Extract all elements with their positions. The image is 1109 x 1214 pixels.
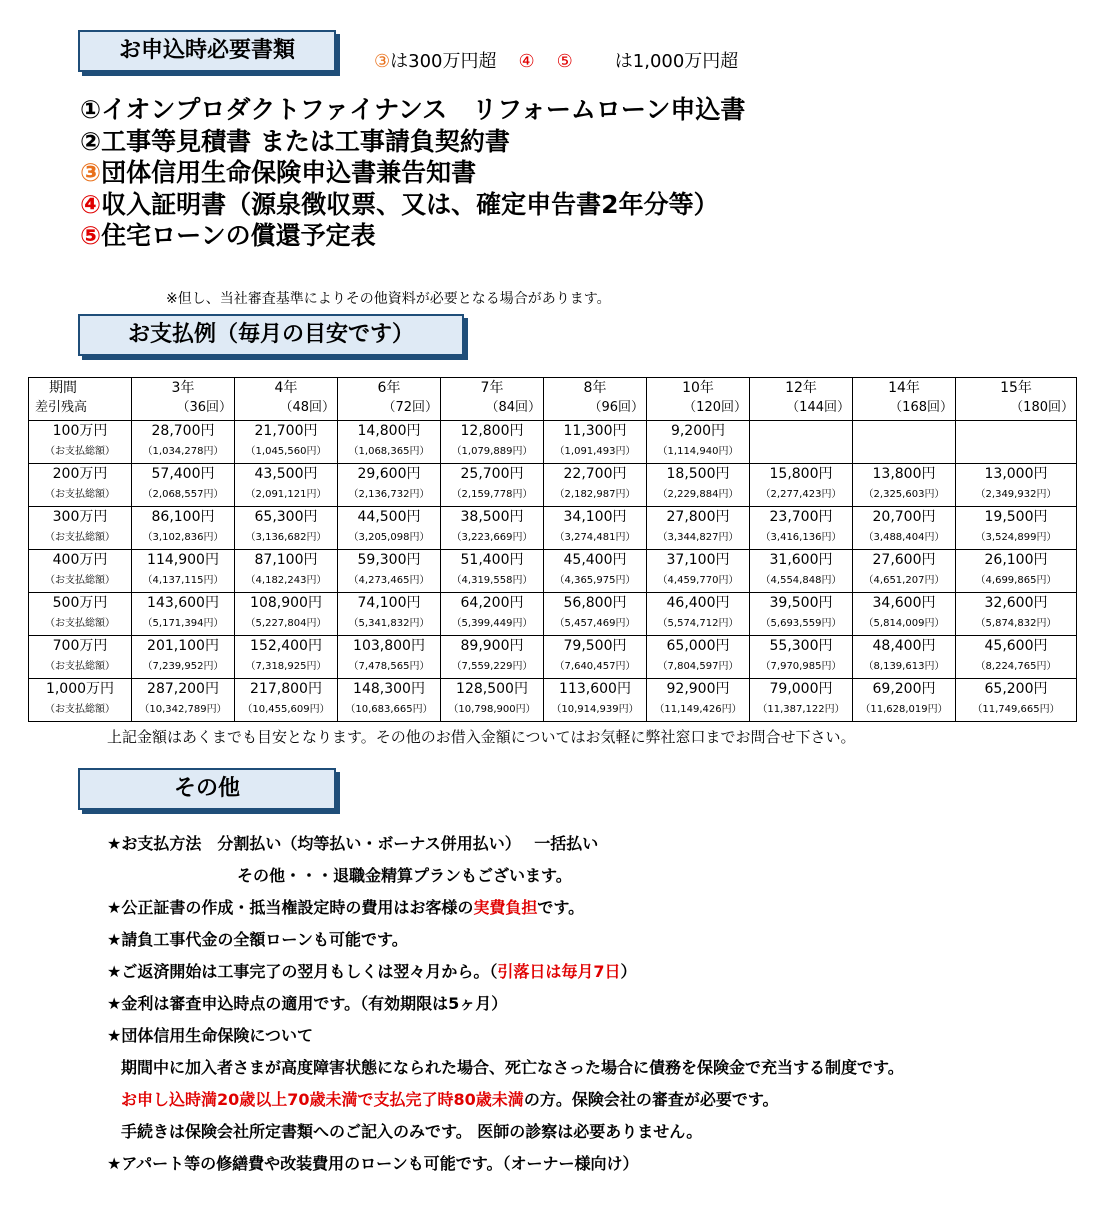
payment-cell [647,421,750,464]
total-label: （お支払総額） [45,704,115,715]
header-term-cell [338,378,441,421]
total-payment: （4,365,975円） [554,575,636,586]
payment-cell [647,593,750,636]
payment-cell [441,507,544,550]
monthly-payment: 79,000円 [769,681,833,697]
payment-cell [544,636,647,679]
required-document-item [80,189,745,221]
loan-amount: 300万円 [52,509,108,525]
payment-cell [647,507,750,550]
payment-cell [647,636,750,679]
monthly-payment: 39,500円 [769,595,833,611]
total-payment: （1,045,560円） [245,446,327,457]
monthly-payment: 86,100円 [151,509,215,525]
section-title-required-documents: お申込時必要書類 [78,30,336,72]
header-years: 15年 [1000,380,1032,396]
required-documents-list [80,94,745,252]
monthly-payment: 23,700円 [769,509,833,525]
payment-cell [853,593,956,636]
monthly-payment: 201,100円 [147,638,219,654]
repayment-start-tail: ） [620,962,637,981]
loan-amount-cell [29,507,132,550]
monthly-payment: 28,700円 [151,423,215,439]
payment-cell [132,679,235,722]
monthly-payment: 287,200円 [147,681,219,697]
payment-cell [647,550,750,593]
loan-amount-cell [29,679,132,722]
header-years: 3年 [171,380,195,396]
note-marker-3: ③ [374,51,391,72]
other-info-list [107,832,904,1184]
payment-cell [441,550,544,593]
document-text: 団体信用生命保険申込書兼告知書 [101,158,477,187]
monthly-payment: 65,200円 [984,681,1048,697]
total-payment: （3,344,827円） [657,532,739,543]
payment-cell [338,507,441,550]
payment-cell [956,550,1077,593]
table-body [29,421,1077,722]
loan-amount: 400万円 [52,552,108,568]
section-title-payment-examples: お支払例（毎月の目安です） [78,314,464,356]
monthly-payment: 148,300円 [353,681,425,697]
required-document-item [80,157,745,189]
payment-cell [544,464,647,507]
header-term-cell [647,378,750,421]
loan-amount-cell [29,636,132,679]
note-marker-4: ④ [518,51,535,72]
total-payment: （5,457,469円） [554,618,636,629]
total-payment: （4,651,207円） [863,575,945,586]
group-insurance-line: ★団体信用生命保険について [107,1026,314,1045]
payment-cell [853,464,956,507]
total-payment: （5,399,449円） [451,618,533,629]
monthly-payment: 56,800円 [563,595,627,611]
total-payment: （5,227,804円） [245,618,327,629]
header-count: （48回） [279,400,335,415]
monthly-payment: 45,600円 [984,638,1048,654]
total-payment: （1,079,889円） [451,446,533,457]
monthly-payment: 29,600円 [357,466,421,482]
total-payment: （10,342,789円） [139,704,227,715]
payment-cell [441,421,544,464]
monthly-payment: 46,400円 [666,595,730,611]
total-label: （お支払総額） [45,532,115,543]
total-payment: （5,341,832円） [348,618,430,629]
note-text-1000: は1,000万円超 [614,51,739,72]
loan-amount: 700万円 [52,638,108,654]
document-number: ③ [80,158,102,187]
header-years: 7年 [480,380,504,396]
age-condition-tail: の方。保険会社の審査が必要です。 [523,1090,779,1109]
total-label: （お支払総額） [45,575,115,586]
monthly-payment: 25,700円 [460,466,524,482]
monthly-payment: 27,800円 [666,509,730,525]
payment-cell [441,679,544,722]
monthly-payment: 65,300円 [254,509,318,525]
total-payment: （2,325,603円） [863,489,945,500]
payment-cell [441,636,544,679]
required-document-item [80,126,745,158]
header-years: 8年 [583,380,607,396]
header-years: 14年 [888,380,920,396]
monthly-payment: 26,100円 [984,552,1048,568]
table-row [29,679,1077,722]
payment-cell [441,593,544,636]
monthly-payment: 103,800円 [353,638,425,654]
actual-cost-highlight: 実費負担 [473,898,538,917]
payment-cell [132,593,235,636]
total-payment: （3,102,836円） [142,532,224,543]
payment-cell [544,421,647,464]
header-years: 10年 [682,380,714,396]
monthly-payment: 128,500円 [456,681,528,697]
payment-cell [544,593,647,636]
payment-cell [132,464,235,507]
table-header-row [29,378,1077,421]
header-count: （36回） [176,400,232,415]
loan-amount: 200万円 [52,466,108,482]
payment-cell [235,464,338,507]
repayment-start-text: ★ご返済開始は工事完了の翌月もしくは翌々月から。（ [107,962,498,981]
loan-amount: 500万円 [52,595,108,611]
header-term-cell [750,378,853,421]
header-count: （96回） [588,400,644,415]
total-payment: （10,798,900円） [448,704,536,715]
payment-cell [235,636,338,679]
monthly-payment: 13,800円 [872,466,936,482]
total-payment: （10,683,665円） [345,704,433,715]
document-text: 工事等見積書 または工事請負契約書 [101,126,510,156]
total-payment: （2,182,987円） [554,489,636,500]
payment-cell [338,464,441,507]
payment-cell [750,421,853,464]
payment-cell [235,679,338,722]
total-payment: （4,182,243円） [245,575,327,586]
document-number: ⑤ [80,221,102,250]
monthly-payment: 143,600円 [147,595,219,611]
threshold-note [374,47,738,73]
table-row [29,421,1077,464]
header-term-cell [132,378,235,421]
header-term-cell [544,378,647,421]
monthly-payment: 59,300円 [357,552,421,568]
total-payment: （3,136,682円） [245,532,327,543]
loan-amount: 100万円 [52,423,108,439]
monthly-payment: 34,600円 [872,595,936,611]
total-payment: （7,640,457円） [554,661,636,672]
header-term-cell [956,378,1077,421]
document-text: イオンプロダクトファイナンス リフォームローン申込書 [101,95,746,124]
total-payment: （2,136,732円） [348,489,430,500]
monthly-payment: 32,600円 [984,595,1048,611]
monthly-payment: 217,800円 [250,681,322,697]
total-payment: （5,574,712円） [657,618,739,629]
total-payment: （4,554,848円） [760,575,842,586]
payment-cell [235,550,338,593]
total-payment: （5,171,394円） [142,618,224,629]
header-years: 4年 [274,380,298,396]
monthly-payment: 65,000円 [666,638,730,654]
table-footnote: 上記金額はあくまでも目安となります。その他のお借入金額についてはお気軽に弊社窓口までお問合せ下さい。 [107,728,856,746]
note-marker-5: ⑤ [556,51,573,72]
payment-cell [132,550,235,593]
document-number: ④ [80,189,102,219]
insurance-procedure-line: 手続きは保険会社所定書類へのご記入のみです。 医師の診察は必要ありません。 [121,1122,703,1141]
monthly-payment: 89,900円 [460,638,524,654]
payment-table [28,377,1077,722]
full-loan-line: ★請負工事代金の全額ローンも可能です。 [107,930,408,949]
document-text: 住宅ローンの償還予定表 [101,221,376,250]
debit-day-highlight: 引落日は毎月7日 [497,962,621,981]
payment-cell [132,636,235,679]
total-payment: （7,559,229円） [451,661,533,672]
payment-cell [956,421,1077,464]
total-payment: （10,455,609円） [242,704,330,715]
header-count: （120回） [683,400,747,415]
table-row [29,636,1077,679]
payment-cell [338,550,441,593]
payment-cell [956,636,1077,679]
monthly-payment: 79,500円 [563,638,627,654]
section-title-other: その他 [78,768,336,810]
retirement-plan-line: その他・・・退職金精算プランもございます。 [237,866,572,885]
total-payment: （5,814,009円） [863,618,945,629]
monthly-payment: 113,600円 [559,681,631,697]
total-label: （お支払総額） [45,661,115,672]
monthly-payment: 27,600円 [872,552,936,568]
payment-cell [853,636,956,679]
payment-cell [853,421,956,464]
total-label: （お支払総額） [45,618,115,629]
payment-cell [956,593,1077,636]
payment-cell [235,421,338,464]
monthly-payment: 64,200円 [460,595,524,611]
monthly-payment: 48,400円 [872,638,936,654]
monthly-payment: 114,900円 [147,552,219,568]
total-label: （お支払総額） [45,446,115,457]
total-payment: （7,804,597円） [657,661,739,672]
payment-cell [544,550,647,593]
payment-cell [441,464,544,507]
monthly-payment: 11,300円 [563,423,627,439]
total-payment: （5,693,559円） [760,618,842,629]
total-payment: （8,139,613円） [863,661,945,672]
payment-cell [956,679,1077,722]
age-condition-highlight: お申し込時満20歳以上70歳未満で支払完了時80歳未満 [121,1090,524,1109]
payment-cell [544,679,647,722]
monthly-payment: 57,400円 [151,466,215,482]
total-payment: （5,874,832円） [975,618,1057,629]
notary-cost-line [107,896,904,928]
loan-amount-cell [29,421,132,464]
total-payment: （2,091,121円） [245,489,327,500]
total-payment: （1,091,493円） [554,446,636,457]
notary-cost-text: ★公正証書の作成・抵当権設定時の費用はお客様の [107,898,474,917]
document-number: ② [80,126,102,156]
total-payment: （7,239,952円） [142,661,224,672]
monthly-payment: 92,900円 [666,681,730,697]
total-payment: （8,224,765円） [975,661,1057,672]
monthly-payment: 18,500円 [666,466,730,482]
monthly-payment: 69,200円 [872,681,936,697]
total-payment: （4,137,115円） [142,575,224,586]
payment-cell [750,464,853,507]
note-text-300: は300万円超 [390,51,497,72]
total-payment: （4,273,465円） [348,575,430,586]
monthly-payment: 14,800円 [357,423,421,439]
loan-amount-cell [29,593,132,636]
monthly-payment: 38,500円 [460,509,524,525]
payment-cell [750,636,853,679]
monthly-payment: 44,500円 [357,509,421,525]
insurance-description-line: 期間中に加入者さまが高度障害状態になられた場合、死亡なさった場合に債務を保険金で充当する制度です。 [121,1058,904,1077]
apartment-loan-line: ★アパート等の修繕費や改装費用のローンも可能です。（オーナー様向け） [107,1154,639,1173]
payment-cell [235,593,338,636]
table-row [29,507,1077,550]
total-payment: （7,478,565円） [348,661,430,672]
header-count: （168回） [889,400,953,415]
header-years: 6年 [377,380,401,396]
monthly-payment: 55,300円 [769,638,833,654]
total-payment: （2,277,423円） [760,489,842,500]
total-payment: （3,205,098円） [348,532,430,543]
monthly-payment: 12,800円 [460,423,524,439]
monthly-payment: 34,100円 [563,509,627,525]
total-payment: （3,274,481円） [554,532,636,543]
document-number: ① [80,95,102,124]
monthly-payment: 31,600円 [769,552,833,568]
insurance-age-line [107,1088,904,1120]
table-row [29,593,1077,636]
monthly-payment: 20,700円 [872,509,936,525]
total-payment: （1,114,940円） [657,446,739,457]
payment-cell [750,593,853,636]
monthly-payment: 108,900円 [250,595,322,611]
total-payment: （11,749,665円） [972,704,1060,715]
monthly-payment: 51,400円 [460,552,524,568]
total-payment: （11,149,426円） [654,704,742,715]
header-count: （180回） [1010,400,1074,415]
required-document-item [80,94,745,126]
total-payment: （3,488,404円） [863,532,945,543]
payment-cell [338,636,441,679]
total-payment: （11,387,122円） [757,704,845,715]
total-label: （お支払総額） [45,489,115,500]
payment-cell [853,550,956,593]
total-payment: （11,628,019円） [860,704,948,715]
payment-cell [338,421,441,464]
interest-rate-line: ★金利は審査申込時点の適用です。（有効期限は5ヶ月） [107,994,508,1013]
total-payment: （4,459,770円） [657,575,739,586]
loan-amount-cell [29,464,132,507]
header-term-cell [441,378,544,421]
monthly-payment: 87,100円 [254,552,318,568]
payment-cell [956,507,1077,550]
notary-cost-tail: です。 [537,898,585,917]
total-payment: （3,524,899円） [975,532,1057,543]
total-payment: （1,068,365円） [348,446,430,457]
total-payment: （2,229,884円） [657,489,739,500]
monthly-payment: 19,500円 [984,509,1048,525]
payment-cell [853,507,956,550]
header-principal: 差引残高 [35,400,88,415]
payment-cell [647,679,750,722]
header-count: （144回） [786,400,850,415]
payment-cell [544,507,647,550]
payment-cell [132,507,235,550]
payment-cell [750,550,853,593]
total-payment: （4,699,865円） [975,575,1057,586]
payment-cell [853,679,956,722]
caveat-note: ※但し、当社審査基準によりその他資料が必要となる場合があります。 [166,291,611,307]
total-payment: （7,970,985円） [760,661,842,672]
required-document-item [80,220,745,252]
header-term-cell [853,378,956,421]
header-count: （84回） [485,400,541,415]
monthly-payment: 9,200円 [670,423,726,439]
total-payment: （2,068,557円） [142,489,224,500]
monthly-payment: 152,400円 [250,638,322,654]
header-term-cell [235,378,338,421]
monthly-payment: 45,400円 [563,552,627,568]
header-count: （72回） [382,400,438,415]
monthly-payment: 74,100円 [357,595,421,611]
monthly-payment: 21,700円 [254,423,318,439]
monthly-payment: 22,700円 [563,466,627,482]
table-row [29,464,1077,507]
total-payment: （2,349,932円） [975,489,1057,500]
monthly-payment: 15,800円 [769,466,833,482]
loan-amount: 1,000万円 [45,681,115,697]
header-period: 期間 [49,380,77,396]
payment-cell [338,593,441,636]
payment-cell [338,679,441,722]
monthly-payment: 37,100円 [666,552,730,568]
header-years: 12年 [785,380,817,396]
repayment-start-line [107,960,904,992]
payment-cell [750,679,853,722]
payment-cell [235,507,338,550]
total-payment: （7,318,925円） [245,661,327,672]
payment-method-line: ★お支払方法 分割払い（均等払い・ボーナス併用払い） 一括払い [107,834,599,853]
payment-cell [647,464,750,507]
loan-amount-cell [29,550,132,593]
total-payment: （2,159,778円） [451,489,533,500]
document-text: 収入証明書（源泉徴収票、又は、確定申告書2年分等） [101,189,719,219]
total-payment: （10,914,939円） [551,704,639,715]
total-payment: （3,223,669円） [451,532,533,543]
total-payment: （4,319,558円） [451,575,533,586]
total-payment: （3,416,136円） [760,532,842,543]
monthly-payment: 13,000円 [984,466,1048,482]
payment-cell [750,507,853,550]
header-corner [29,378,132,421]
total-payment: （1,034,278円） [142,446,224,457]
table-row [29,550,1077,593]
monthly-payment: 43,500円 [254,466,318,482]
payment-cell [132,421,235,464]
payment-cell [956,464,1077,507]
